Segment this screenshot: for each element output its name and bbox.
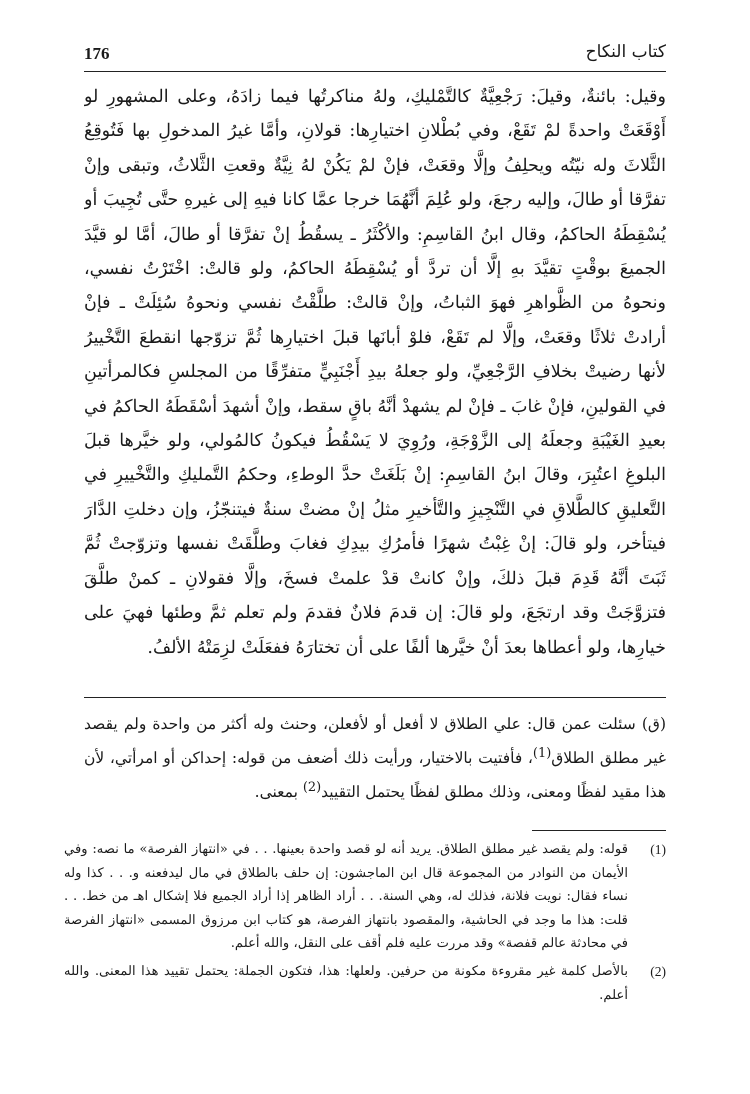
footnotes xyxy=(64,838,666,1074)
commentary-text-1: (ق) سئلت عمن قال: علي الطلاق لا أفعل أو لأفعلن، وحنث وله أكثر من واحدة ولم يقصد غير مطلق الطلاق xyxy=(84,715,666,768)
footnote-rule xyxy=(532,830,666,831)
footnote-2 xyxy=(64,960,666,1007)
footnote-number: (2) xyxy=(650,963,666,979)
page-header xyxy=(84,40,666,72)
footnote-text: بالأصل كلمة غير مقروءة مكونة من حرفين. ولعلها: هذا، فتكون الجملة: يحتمل تقييد هذا المعنى. والله أعلم. xyxy=(64,963,628,1003)
commentary-block xyxy=(84,710,666,822)
footnote-number: (1) xyxy=(650,842,666,857)
main-text: وقيل: بائنةٌ، وقيلَ: رَجْعِيَّةٌ كالتَّمْليكِ، ولهُ مناكرتُها فيما زادَهُ، وعلى المشهورِ لو أَوْقَعَتْ واحدةً لمْ تَقَعْ، وفي بُطْلانِ اختيارِها: قولانِ، وأمَّا غيرُ المدخولِ بها فَتُوقِعُ الثَّلاثَ وله نيّتُه ويحلِفُ وإلَّا وقعَتْ، فإنْ لمْ يَكُنْ لهُ نِيَّةٌ وقعتِ الثَّلاثُ، وتبقى وإنْ تفرَّقا أو طالَ، وإليه رجعَ، ولو عُلِمَ أنَّهُمَا خرجا عمَّا كانا فيهِ إلى غيرهِ حتَّى تُجِيبَ أو يُسْقِطَهُ الحاكمُ، وقال ابنُ القاسِمِ: والأكْثَرُ ـ يسقُطُ إنْ تفرَّقا أو طالَ، أمَّا لو قيَّدَ الجميعَ بوقْتٍ تقيَّدَ بهِ إلَّا أن تردَّ أو يُسْقِطَهُ الحاكمُ، ولو قالتْ: اخْتَرْتُ نفسي، ونحوهُ من الظَّواهرِ فهوَ الثباتُ، وإنْ قالتْ: طلَّقْتُ نفسي ونحوهُ سُئِلَتْ ـ فإنْ أرادتْ ثلاثًا وقعَتْ، وإلَّا لم تَقَعْ، فلوْ أبانَها قبلَ اختيارِها ثُمَّ تزوّجها انقطعَ التَّخْييرُ لأنها رضيتْ بخلافِ الرَّجْعِيِّ، ولو جعلهُ بيدِ أَجْنَبِيٍّ متفرِّقًا من المجلسِ فكالمرأتينِ في القولينِ، فإنْ غابَ ـ فإنْ لم يشهدْ أنَّهُ باقٍ سقط، وإنْ أشهدَ أسْقَطَهُ الحاكمُ في بعيدِ الغَيْبَةِ وجعلَهُ إلى الزَّوْجَةِ، ورُوِيَ لا يَسْقُطُ فيكونُ كالمُولي، ولو خيَّرها قبلَ البلوغِ اعتُبِرَ، وقالَ ابنُ القاسِمِ: إنْ بَلَغَتْ حدَّ الوطءِ، وحكمُ التَّمليكِ والتَّخْييرِ في التَّعليقِ كالطَّلاقِ في التَّنْجِيزِ والتَّأخيرِ مثلُ إنْ مضتْ سنةٌ فيتنجّزُ، وإن دخلتِ الدَّارَ فيتأخر، ولو قالَ: إنْ غِبْتُ شهرًا فأمرُكِ بيدِكِ فغابَ وطلَّقَتْ نفسها وتزوّجتْ ثُمَّ ثَبَتَ أنَّهُ قَدِمَ قبلَ ذلكَ، وإنْ كانتْ قدْ علمتْ فسخَ، وإلَّا فقولانِ ـ كمنْ طلَّقَ فتزوَّجَتْ وقد ارتجَعَ، ولو قالَ: إن قدمَ فلانٌ فقدمَ ولم تعلم ثمَّ وطئها فهيَ على خيارِها، ولو أعطاها بعدَ أنْ خيَّرها ألفًا على أن تختارَهُ ففعَلَتْ لزِمَتْهُ الألفُ. xyxy=(84,87,666,658)
header-rule xyxy=(84,71,666,72)
commentary-text-2: ، فأفتيت بالاختيار، ورأيت ذلك أضعف من قوله: إحداكن أو امرأتي، لأن هذا مقيد لفظًا ومعنى، وذلك مطلق لفظًا يحتمل التقييد xyxy=(84,749,666,802)
commentary-text-3: بمعنى. xyxy=(254,783,303,802)
footnote-1 xyxy=(64,838,666,956)
footnote-ref-1: (1) xyxy=(532,746,552,761)
running-title: كتاب النكاح xyxy=(585,42,666,62)
footnote-text: قوله: ولم يقصد غير مطلق الطلاق. يريد أنه لو قصد واحدة بعينها. . . في «انتهاز الفرصة» ما نصه: وفي الأيمان من النوادر من المجموعة قال ابن الماجشون: إن حلف بالطلاق في مال ليدفعنه و. . . كذا وله نساء فقال: نويت فلانة، فذلك له، وهي السنة. . . أراد الظاهر إذا أراد الجميع فلا إشكال اهـ من خط. . . قلت: هذا ما وجد في الحاشية، والمقصود بانتهاز الفرصة، هو كتاب ابن مرزوق المسمى «انتهاز الفرصة في محادثة عالم قفصة» وقد مررت عليه فلم أقف على النقل، والله أعلم. xyxy=(64,842,628,952)
footnote-ref-2: (2) xyxy=(302,780,322,796)
section-divider xyxy=(84,697,666,698)
page-number: 176 xyxy=(84,44,110,63)
